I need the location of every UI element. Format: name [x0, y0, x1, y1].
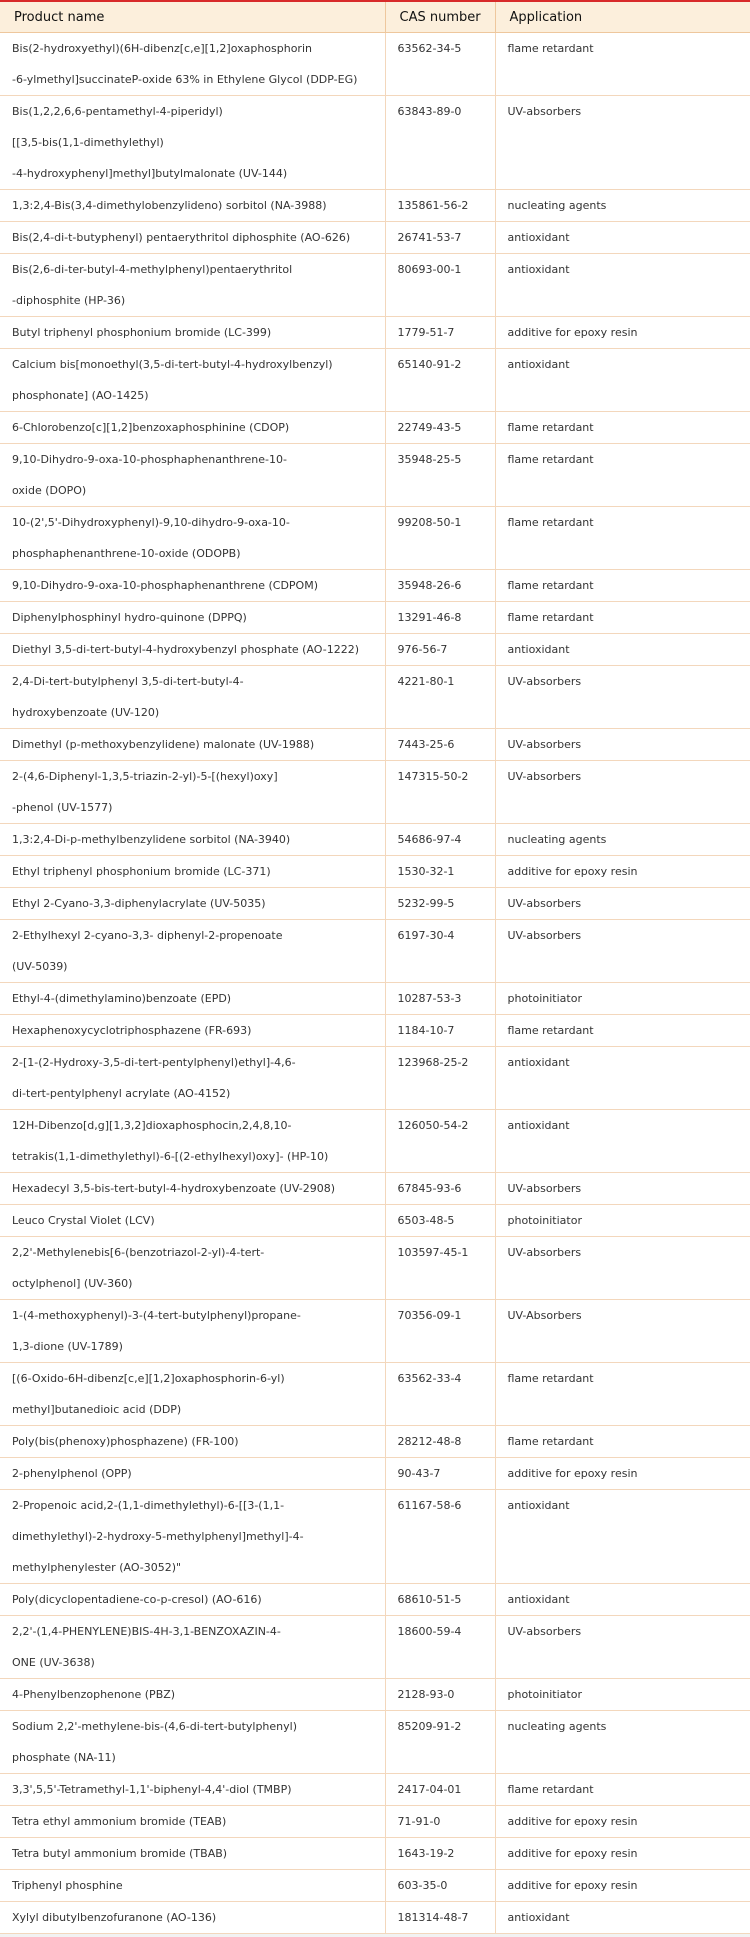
- product-name-cell: [0, 920, 385, 983]
- table-row: [0, 888, 750, 920]
- product-name-cell: [0, 190, 385, 222]
- product-name-line: Leuco Crystal Violet (LCV): [12, 1214, 155, 1227]
- product-name-cell: [0, 222, 385, 254]
- product-name-cell: [0, 317, 385, 349]
- product-name-line: phosphate (NA-11): [12, 1751, 116, 1764]
- product-name-line: Ethyl 2-Cyano-3,3-diphenylacrylate (UV-5035): [12, 897, 266, 910]
- header-product-name: Product name: [0, 1, 385, 33]
- product-name-cell: [0, 1870, 385, 1902]
- product-name-line: 1-(4-methoxyphenyl)-3-(4-tert-butylphenyl)propane-: [12, 1309, 301, 1322]
- application-cell: antioxidant: [495, 1490, 750, 1584]
- table-row: [0, 1490, 750, 1584]
- product-name-line: tetrakis(1,1-dimethylethyl)-6-[(2-ethylhexyl)oxy]- (HP-10): [12, 1150, 329, 1163]
- application-cell: photoinitiator: [495, 1679, 750, 1711]
- application-cell: UV-absorbers: [495, 1173, 750, 1205]
- product-name-line: 2-phenylphenol (OPP): [12, 1467, 132, 1480]
- product-name-cell: [0, 33, 385, 96]
- cas-number-cell: 1779-51-7: [385, 317, 495, 349]
- product-name-cell: [0, 1584, 385, 1616]
- application-cell: UV-absorbers: [495, 1237, 750, 1300]
- product-name-cell: [0, 1205, 385, 1237]
- product-name-line: di-tert-pentylphenyl acrylate (AO-4152): [12, 1087, 231, 1100]
- cas-number-cell: 147315-50-2: [385, 761, 495, 824]
- product-name-line: Poly(dicyclopentadiene-co-p-cresol) (AO-616): [12, 1593, 262, 1606]
- table-row: [0, 1711, 750, 1774]
- product-name-line: Poly(bis(phenoxy)phosphazene) (FR-100): [12, 1435, 239, 1448]
- table-row: [0, 729, 750, 761]
- product-name-cell: [0, 1047, 385, 1110]
- cas-number-cell: 22749-43-5: [385, 412, 495, 444]
- table-row: [0, 254, 750, 317]
- application-cell: flame retardant: [495, 412, 750, 444]
- product-name-line: 4-Phenylbenzophenone (PBZ): [12, 1688, 176, 1701]
- application-cell: UV-absorbers: [495, 888, 750, 920]
- application-cell: UV-absorbers: [495, 729, 750, 761]
- product-name-line: 2,2'-Methylenebis[6-(benzotriazol-2-yl)-4-tert-: [12, 1246, 265, 1259]
- application-cell: flame retardant: [495, 33, 750, 96]
- application-cell: UV-Absorbers: [495, 1300, 750, 1363]
- product-name-line: Bis(2,6-di-ter-butyl-4-methylphenyl)pentaerythritol: [12, 263, 293, 276]
- product-name-cell: [0, 1363, 385, 1426]
- cas-number-cell: 63562-34-5: [385, 33, 495, 96]
- product-name-line: 2-Propenoic acid,2-(1,1-dimethylethyl)-6-[[3-(1,1-: [12, 1499, 285, 1512]
- product-name-line: methyl]butanedioic acid (DDP): [12, 1403, 182, 1416]
- cas-number-cell: 67845-93-6: [385, 1173, 495, 1205]
- product-name-line: -diphosphite (HP-36): [12, 294, 126, 307]
- product-name-cell: [0, 1173, 385, 1205]
- product-name-cell: [0, 412, 385, 444]
- table-row: [0, 1300, 750, 1363]
- product-name-cell: [0, 1015, 385, 1047]
- product-name-cell: [0, 761, 385, 824]
- table-row: [0, 1205, 750, 1237]
- table-row: [0, 634, 750, 666]
- product-name-cell: [0, 983, 385, 1015]
- cas-number-cell: 85209-91-2: [385, 1711, 495, 1774]
- application-cell: additive for epoxy resin: [495, 1458, 750, 1490]
- application-cell: antioxidant: [495, 349, 750, 412]
- cas-number-cell: 6503-48-5: [385, 1205, 495, 1237]
- cas-number-cell: 976-56-7: [385, 634, 495, 666]
- product-name-line: octylphenol] (UV-360): [12, 1277, 133, 1290]
- application-cell: flame retardant: [495, 507, 750, 570]
- application-cell: photoinitiator: [495, 1205, 750, 1237]
- product-name-line: phosphaphenanthrene-10-oxide (ODOPB): [12, 547, 241, 560]
- table-row: [0, 507, 750, 570]
- application-cell: antioxidant: [495, 222, 750, 254]
- application-cell: nucleating agents: [495, 1711, 750, 1774]
- cas-number-cell: 2128-93-0: [385, 1679, 495, 1711]
- table-row: [0, 1237, 750, 1300]
- product-name-line: ONE (UV-3638): [12, 1656, 95, 1669]
- product-name-line: 9,10-Dihydro-9-oxa-10-phosphaphenanthrene-10-: [12, 453, 287, 466]
- application-cell: UV-absorbers: [495, 761, 750, 824]
- product-name-line: 9,10-Dihydro-9-oxa-10-phosphaphenanthrene (CDPOM): [12, 579, 318, 592]
- application-cell: flame retardant: [495, 444, 750, 507]
- cas-number-cell: 1184-10-7: [385, 1015, 495, 1047]
- application-cell: antioxidant: [495, 1110, 750, 1173]
- cas-number-cell: 61167-58-6: [385, 1490, 495, 1584]
- application-cell: additive for epoxy resin: [495, 1838, 750, 1870]
- application-cell: UV-absorbers: [495, 96, 750, 190]
- cas-number-cell: 603-35-0: [385, 1870, 495, 1902]
- product-name-cell: [0, 729, 385, 761]
- product-name-cell: [0, 1237, 385, 1300]
- product-name-line: Ethyl-4-(dimethylamino)benzoate (EPD): [12, 992, 232, 1005]
- product-name-line: (UV-5039): [12, 960, 68, 973]
- application-cell: nucleating agents: [495, 190, 750, 222]
- cas-number-cell: 126050-54-2: [385, 1110, 495, 1173]
- cas-number-cell: 181314-48-7: [385, 1902, 495, 1934]
- application-cell: antioxidant: [495, 254, 750, 317]
- header-application: Application: [495, 1, 750, 33]
- product-name-line: methylphenylester (AO-3052)": [12, 1561, 182, 1574]
- product-name-cell: [0, 856, 385, 888]
- table-row: [0, 1806, 750, 1838]
- application-cell: antioxidant: [495, 1902, 750, 1934]
- product-name-line: Bis(2-hydroxyethyl)(6H-dibenz[c,e][1,2]oxaphosphorin: [12, 42, 312, 55]
- product-name-cell: [0, 96, 385, 190]
- table-row: [0, 1902, 750, 1934]
- table-row: [0, 602, 750, 634]
- product-name-line: 2-Ethylhexyl 2-cyano-3,3- diphenyl-2-propenoate: [12, 929, 283, 942]
- table-row: [0, 983, 750, 1015]
- cas-number-cell: 99208-50-1: [385, 507, 495, 570]
- product-name-line: Diethyl 3,5-di-tert-butyl-4-hydroxybenzyl phosphate (AO-1222): [12, 643, 360, 656]
- product-name-line: 2-(4,6-Diphenyl-1,3,5-triazin-2-yl)-5-[(hexyl)oxy]: [12, 770, 278, 783]
- product-name-cell: [0, 349, 385, 412]
- table-row: [0, 1363, 750, 1426]
- cas-number-cell: 90-43-7: [385, 1458, 495, 1490]
- cas-number-cell: 71-91-0: [385, 1806, 495, 1838]
- table-row: [0, 190, 750, 222]
- product-name-cell: [0, 507, 385, 570]
- header-row: [0, 1, 750, 33]
- product-name-line: Bis(2,4-di-t-butyphenyl) pentaerythritol diphosphite (AO-626): [12, 231, 351, 244]
- table-header: [0, 1, 750, 33]
- product-name-line: 1,3:2,4-Bis(3,4-dimethylobenzylideno) sorbitol (NA-3988): [12, 199, 327, 212]
- table-row: [0, 1426, 750, 1458]
- product-name-line: Calcium bis[monoethyl(3,5-di-tert-butyl-4-hydroxylbenzyl): [12, 358, 333, 371]
- product-name-line: 10-(2',5'-Dihydroxyphenyl)-9,10-dihydro-9-oxa-10-: [12, 516, 290, 529]
- product-name-line: [[3,5-bis(1,1-dimethylethyl): [12, 136, 164, 149]
- product-name-line: Tetra ethyl ammonium bromide (TEAB): [12, 1815, 227, 1828]
- product-name-line: 2,2'-(1,4-PHENYLENE)BIS-4H-3,1-BENZOXAZIN-4-: [12, 1625, 281, 1638]
- product-name-cell: [0, 1110, 385, 1173]
- product-name-line: -6-ylmethyl]succinateP-oxide 63% in Ethylene Glycol (DDP-EG): [12, 73, 358, 86]
- product-name-line: 6-Chlorobenzo[c][1,2]benzoxaphosphinine (CDOP): [12, 421, 290, 434]
- product-name-line: Butyl triphenyl phosphonium bromide (LC-399): [12, 326, 272, 339]
- table-row: [0, 856, 750, 888]
- product-name-cell: [0, 824, 385, 856]
- product-name-line: phosphonate] (AO-1425): [12, 389, 149, 402]
- product-name-line: Dimethyl (p-methoxybenzylidene) malonate (UV-1988): [12, 738, 315, 751]
- table-row: [0, 1458, 750, 1490]
- product-name-line: -4-hydroxyphenyl]methyl]butylmalonate (UV-144): [12, 167, 288, 180]
- product-name-line: -phenol (UV-1577): [12, 801, 113, 814]
- product-name-line: Hexadecyl 3,5-bis-tert-butyl-4-hydroxybenzoate (UV-2908): [12, 1182, 335, 1195]
- cas-number-cell: 28212-48-8: [385, 1426, 495, 1458]
- product-name-cell: [0, 1458, 385, 1490]
- cas-number-cell: 123968-25-2: [385, 1047, 495, 1110]
- product-name-cell: [0, 444, 385, 507]
- header-cas-number: CAS number: [385, 1, 495, 33]
- product-name-cell: [0, 1838, 385, 1870]
- product-name-cell: [0, 1300, 385, 1363]
- product-name-cell: [0, 1902, 385, 1934]
- cas-number-cell: 5232-99-5: [385, 888, 495, 920]
- product-name-line: 2,4-Di-tert-butylphenyl 3,5-di-tert-butyl-4-: [12, 675, 244, 688]
- product-name-cell: [0, 1774, 385, 1806]
- cas-number-cell: 7443-25-6: [385, 729, 495, 761]
- cas-number-cell: 2417-04-01: [385, 1774, 495, 1806]
- application-cell: additive for epoxy resin: [495, 856, 750, 888]
- cas-number-cell: 13291-46-8: [385, 602, 495, 634]
- cas-number-cell: 6197-30-4: [385, 920, 495, 983]
- application-cell: UV-absorbers: [495, 1616, 750, 1679]
- table-row: [0, 1679, 750, 1711]
- application-cell: antioxidant: [495, 1584, 750, 1616]
- product-name-line: [(6-Oxido-6H-dibenz[c,e][1,2]oxaphosphorin-6-yl): [12, 1372, 285, 1385]
- application-cell: nucleating agents: [495, 824, 750, 856]
- application-cell: flame retardant: [495, 1363, 750, 1426]
- product-name-cell: [0, 888, 385, 920]
- application-cell: antioxidant: [495, 634, 750, 666]
- product-name-line: Tetra butyl ammonium bromide (TBAB): [12, 1847, 228, 1860]
- table-row: [0, 1838, 750, 1870]
- product-name-line: Ethyl triphenyl phosphonium bromide (LC-371): [12, 865, 271, 878]
- cas-number-cell: 26741-53-7: [385, 222, 495, 254]
- product-name-line: Triphenyl phosphine: [12, 1879, 123, 1892]
- cas-number-cell: 10287-53-3: [385, 983, 495, 1015]
- table-body: [0, 33, 750, 1934]
- product-name-cell: [0, 602, 385, 634]
- application-cell: photoinitiator: [495, 983, 750, 1015]
- application-cell: antioxidant: [495, 1047, 750, 1110]
- product-name-cell: [0, 1616, 385, 1679]
- table-row: [0, 666, 750, 729]
- cas-number-cell: 1530-32-1: [385, 856, 495, 888]
- cas-number-cell: 4221-80-1: [385, 666, 495, 729]
- cas-number-cell: 35948-25-5: [385, 444, 495, 507]
- cas-number-cell: 63843-89-0: [385, 96, 495, 190]
- product-name-cell: [0, 1806, 385, 1838]
- table-row: [0, 920, 750, 983]
- product-name-line: dimethylethyl)-2-hydroxy-5-methylphenyl]methyl]-4-: [12, 1530, 304, 1543]
- product-name-line: oxide (DOPO): [12, 484, 87, 497]
- table-row: [0, 1774, 750, 1806]
- product-name-line: Xylyl dibutylbenzofuranone (AO-136): [12, 1911, 217, 1924]
- table-row: [0, 1870, 750, 1902]
- cas-number-cell: 18600-59-4: [385, 1616, 495, 1679]
- table-row: [0, 1584, 750, 1616]
- table-row: [0, 1616, 750, 1679]
- table-row: [0, 317, 750, 349]
- table-row: [0, 1110, 750, 1173]
- cas-number-cell: 35948-26-6: [385, 570, 495, 602]
- product-name-line: 1,3:2,4-Di-p-methylbenzylidene sorbitol (NA-3940): [12, 833, 291, 846]
- cas-number-cell: 54686-97-4: [385, 824, 495, 856]
- product-name-cell: [0, 1490, 385, 1584]
- application-cell: flame retardant: [495, 1426, 750, 1458]
- product-name-line: 3,3',5,5'-Tetramethyl-1,1'-biphenyl-4,4'-diol (TMBP): [12, 1783, 292, 1796]
- table-row: [0, 1047, 750, 1110]
- cas-number-cell: 1643-19-2: [385, 1838, 495, 1870]
- application-cell: flame retardant: [495, 570, 750, 602]
- product-name-cell: [0, 254, 385, 317]
- application-cell: additive for epoxy resin: [495, 1870, 750, 1902]
- application-cell: additive for epoxy resin: [495, 317, 750, 349]
- product-name-line: 12H-Dibenzo[d,g][1,3,2]dioxaphosphocin,2,4,8,10-: [12, 1119, 292, 1132]
- application-cell: flame retardant: [495, 1774, 750, 1806]
- application-cell: additive for epoxy resin: [495, 1806, 750, 1838]
- table-row: [0, 570, 750, 602]
- table-row: [0, 96, 750, 190]
- cas-number-cell: 65140-91-2: [385, 349, 495, 412]
- table-row: [0, 33, 750, 96]
- product-name-cell: [0, 634, 385, 666]
- table-row: [0, 222, 750, 254]
- table-row: [0, 1173, 750, 1205]
- application-cell: UV-absorbers: [495, 920, 750, 983]
- product-name-cell: [0, 1426, 385, 1458]
- cas-number-cell: 70356-09-1: [385, 1300, 495, 1363]
- product-name-cell: [0, 570, 385, 602]
- table-row: [0, 1015, 750, 1047]
- application-cell: flame retardant: [495, 602, 750, 634]
- product-name-line: 2-[1-(2-Hydroxy-3,5-di-tert-pentylphenyl)ethyl]-4,6-: [12, 1056, 296, 1069]
- cas-number-cell: 135861-56-2: [385, 190, 495, 222]
- table-row: [0, 824, 750, 856]
- cas-number-cell: 103597-45-1: [385, 1237, 495, 1300]
- table-row: [0, 412, 750, 444]
- product-name-line: Bis(1,2,2,6,6-pentamethyl-4-piperidyl): [12, 105, 223, 118]
- product-name-line: hydroxybenzoate (UV-120): [12, 706, 160, 719]
- product-name-cell: [0, 666, 385, 729]
- table-row: [0, 444, 750, 507]
- product-name-line: Hexaphenoxycyclotriphosphazene (FR-693): [12, 1024, 252, 1037]
- product-name-cell: [0, 1711, 385, 1774]
- cas-number-cell: 68610-51-5: [385, 1584, 495, 1616]
- product-name-line: 1,3-dione (UV-1789): [12, 1340, 123, 1353]
- table-row: [0, 761, 750, 824]
- product-name-line: Diphenylphosphinyl hydro-quinone (DPPQ): [12, 611, 247, 624]
- cas-number-cell: 63562-33-4: [385, 1363, 495, 1426]
- application-cell: flame retardant: [495, 1015, 750, 1047]
- cas-number-cell: 80693-00-1: [385, 254, 495, 317]
- application-cell: UV-absorbers: [495, 666, 750, 729]
- product-name-line: Sodium 2,2'-methylene-bis-(4,6-di-tert-butylphenyl): [12, 1720, 298, 1733]
- product-name-cell: [0, 1679, 385, 1711]
- table-row: [0, 349, 750, 412]
